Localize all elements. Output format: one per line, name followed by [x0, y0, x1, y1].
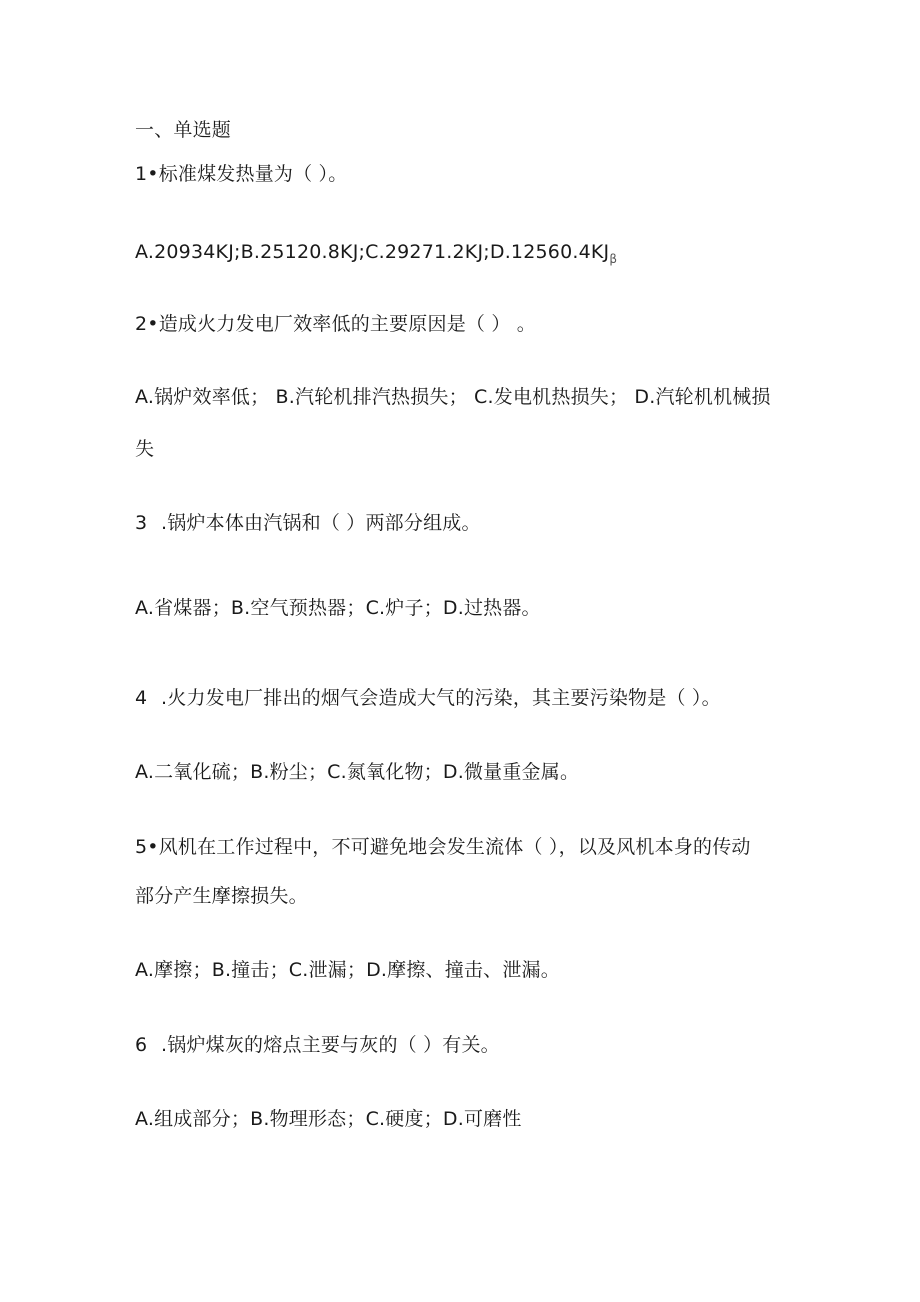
- question-4-stem: [135, 685, 721, 711]
- question-5-stem: 5•风机在工作过程中，不可避免地会发生流体（ ），以及风机本身的传动: [135, 836, 751, 858]
- question-3-options: A.省煤器；B.空气预热器；C.炉子；D.过热器。: [135, 597, 541, 619]
- question-6-text: .锅炉煤灰的熔点主要与灰的（ ）有关。: [161, 1034, 500, 1056]
- question-5-stem-continued: 部分产生摩擦损失。: [135, 885, 308, 907]
- question-2-options-line-1: A.锅炉效率低； B.汽轮机排汽热损失； C.发电机热损失； D.汽轮机机械损: [135, 386, 771, 408]
- question-2-stem: 2•造成火力发电厂效率低的主要原因是（ ） 。: [135, 313, 536, 335]
- question-1-stem: 1•标准煤发热量为（ ）。: [135, 163, 348, 185]
- question-3-number: 3: [135, 512, 148, 534]
- question-6-options: A.组成部分；B.物理形态；C.硬度；D.可磨性: [135, 1108, 522, 1130]
- question-3-stem: [135, 510, 481, 536]
- question-4-options: A.二氧化硫；B.粉尘；C.氮氧化物；D.微量重金属。: [135, 761, 580, 783]
- question-5-options: A.摩擦；B.撞击；C.泄漏；D.摩擦、撞击、泄漏。: [135, 959, 560, 981]
- question-4-text: .火力发电厂排出的烟气会造成大气的污染，其主要污染物是（ ）。: [161, 687, 721, 709]
- question-2-options-line-2: 失: [135, 438, 155, 460]
- section-title: 一、单选题: [135, 119, 232, 141]
- question-6-stem: [135, 1032, 500, 1058]
- question-1-options-text: A.20934KJ;B.25120.8KJ;C.29271.2KJ;D.12560.4KJ: [135, 241, 610, 263]
- question-6-number: 6: [135, 1034, 148, 1056]
- question-4-number: 4: [135, 687, 148, 709]
- question-1-options: [135, 239, 617, 267]
- question-3-text: .锅炉本体由汽锅和（ ）两部分组成。: [161, 512, 481, 534]
- question-1-options-suffix: β: [609, 252, 618, 266]
